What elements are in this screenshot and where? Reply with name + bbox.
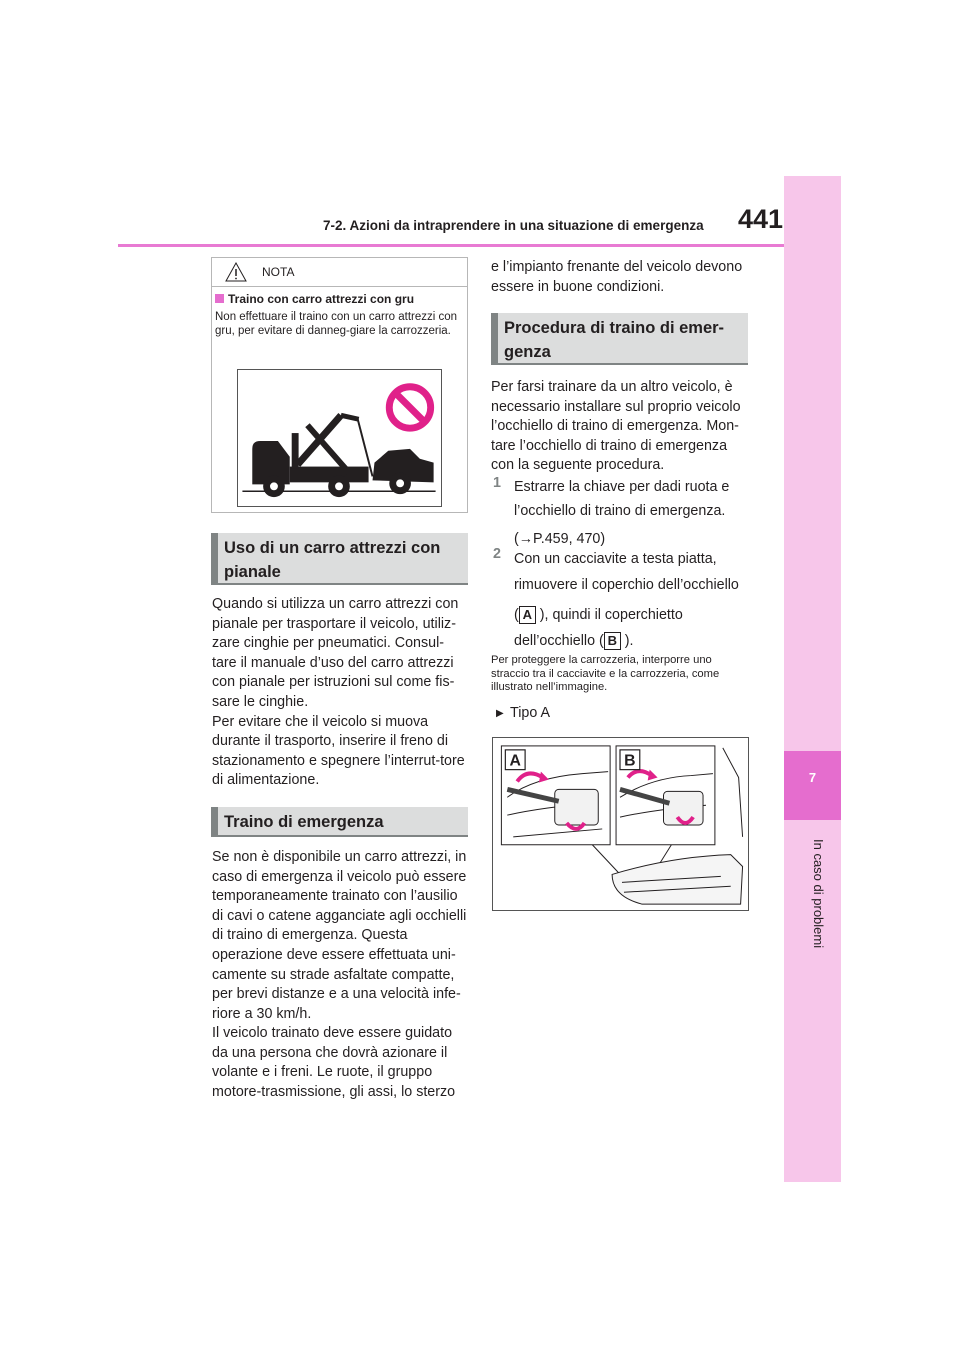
warning-triangle-icon — [225, 262, 247, 282]
emergency-paragraph-2: Il veicolo trainato deve essere guidato da una persona che dovrà azionare il volante e i freni. Le ruote, il gruppo motore-trasmissione, gli assi, lo sterzo — [212, 1025, 456, 1100]
section-heading-flatbed — [211, 533, 468, 585]
step-1-body: Estrarre la chiave per dadi ruota e l’occhiello di traino di emergenza. — [514, 479, 730, 519]
section-title: Procedura di traino di emer-genza — [504, 319, 725, 361]
heading-bar — [211, 807, 218, 835]
square-bullet-icon — [215, 294, 224, 303]
heading-bar — [211, 533, 218, 583]
emergency-paragraph-1: Se non è disponibile un carro attrezzi, in caso di emergenza il veicolo può essere temporaneamente trainato con l’ausilio di cavi o catene agganciate agli occhielli di traino di emergenza. Questa operazione deve essere effettuata uni-camente su strade asfaltate compatte, per brevi distanze e a una velocità infe-riore a 30 km/h. — [212, 849, 467, 1022]
step-1-page-ref: (→P.459, 470) — [514, 531, 606, 547]
triangle-bullet-icon: ▶ — [496, 708, 504, 719]
page-number: 441 — [737, 204, 783, 234]
step-2-part-c: ). — [624, 633, 634, 649]
nota-text: Non effettuare il traino con un carro attrezzi con gru, per evitare di danneg-giare la carrozzeria. — [215, 311, 458, 337]
nota-subheading: Traino con carro attrezzi con gru — [228, 292, 415, 306]
step-1-number: 1 — [493, 475, 501, 491]
step-2-number: 2 — [493, 546, 501, 562]
header-rule — [118, 244, 784, 247]
section-heading-procedure — [491, 313, 748, 365]
chapter-side-tab — [784, 176, 841, 1182]
flatbed-paragraph: Quando si utilizza un carro attrezzi con pianale per trasportare il veicolo, utiliz-zare cinghie per pneumatici. Consul-tare il manuale d’uso del carro attrezzi con pianale per istruzioni sul come fis-sare le cinghie. Per evitare che il veicolo si muova durante il trasporto, inserire il freno di stazionamento e spegnere l’interrut-tore di alimentazione. — [212, 596, 465, 789]
procedure-intro: Per farsi trainare da un altro veicolo, è necessario installare sul proprio veicolo l’occhiello di traino di emergenza. Mon-tare l’occhiello di traino di emergenza con la seguente procedura. — [491, 379, 741, 474]
label-a-box: A — [519, 606, 536, 624]
figure-label-a: A — [509, 752, 521, 770]
nota-header — [211, 257, 468, 287]
emergency-continuation: e l’impianto frenante del veicolo devono essere in buone condizioni. — [491, 259, 743, 295]
step-2-part-b: ), quindi il coperchietto dell’occhiello ( — [514, 607, 683, 649]
protection-note: Per proteggere la carrozzeria, interporre uno straccio tra il cacciavite e la carrozzeria, come illustrato nell’immagine. — [491, 654, 720, 693]
section-heading-emergency — [211, 807, 468, 837]
label-b-box: B — [604, 632, 621, 650]
tipo-label: Tipo A — [510, 705, 551, 721]
step-1-text — [514, 475, 754, 551]
chapter-number: 7 — [808, 770, 817, 785]
chapter-label: In caso di problemi — [811, 839, 826, 949]
heading-bar — [491, 313, 498, 363]
step-2-part-a: Con un cacciavite a testa piatta, rimuovere il coperchio dell’occhiello — [514, 551, 739, 593]
no-crane-tow-illustration — [237, 369, 442, 507]
nota-label: NOTA — [262, 265, 295, 279]
figure-label-b: B — [624, 752, 636, 770]
section-title: Traino di emergenza — [224, 813, 384, 831]
step-2-text: Con un cacciavite a testa piatta, rimuovere il coperchio dell’occhiello ( A ), quindi il coperchietto dell’occhiello ( B ). — [514, 551, 739, 649]
chapter-number-box — [784, 751, 841, 820]
tow-eye-cover-figure — [492, 737, 749, 911]
section-title: Uso di un carro attrezzi con pianale — [224, 539, 441, 581]
running-header-title: 7-2. Azioni da intraprendere in una situazione di emergenza — [323, 218, 704, 233]
